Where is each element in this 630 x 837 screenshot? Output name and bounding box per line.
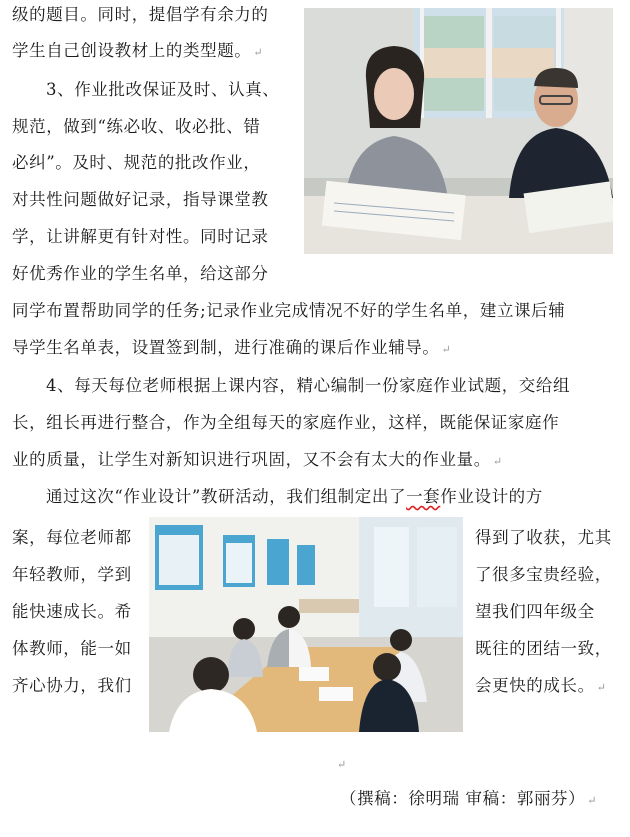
text-line: 齐心协力，我们 [12, 676, 132, 695]
text-line: 会更快的成长。 ↵ [475, 676, 607, 695]
text-line: 导学生名单表，设置签到制，进行准确的课后作业辅导。 ↵ [12, 338, 452, 357]
text-line: 必纠”。及时、规范的批改作业， [12, 153, 261, 172]
text-line: 长，组长再进行整合，作为全组每天的家庭作业，这样，既能保证家庭作 [12, 413, 560, 432]
text-line: 望我们四年级全 [475, 602, 595, 621]
paragraph-mark-icon: ↵ [587, 794, 598, 807]
text-line: 通过这次“作业设计”教研活动，我们组制定出了一套作业设计的方 [46, 487, 543, 506]
paragraph-mark-icon: ↵ [253, 46, 264, 59]
paragraph-mark-icon: ↵ [337, 758, 347, 771]
text-line: 同学布置帮助同学的任务;记录作业完成情况不好的学生名单，建立课后辅 [12, 301, 566, 320]
photo-teachers-grading-image [304, 8, 613, 254]
paragraph-mark-icon: ↵ [441, 343, 452, 356]
text-line: 能快速成长。希 [12, 602, 132, 621]
text-line: 得到了收获，尤其 [475, 528, 612, 547]
text-line: 既往的团结一致， [475, 639, 612, 658]
paragraph-mark-icon: ↵ [596, 681, 607, 694]
text-line: 规范，做到“练必收、收必批、错 [12, 117, 261, 136]
text-line: 体教师，能一如 [12, 639, 132, 658]
photo-meeting-image [149, 517, 463, 732]
byline: （撰稿：徐明瑞 审稿：郭丽芬） ↵ [340, 789, 598, 808]
photo-teachers-grading [304, 8, 613, 254]
text-line: 级的题目。同时，提倡学有余力的 [12, 5, 269, 24]
text-line: 4、每天每位老师根据上课内容，精心编制一份家庭作业试题，交给组 [46, 376, 571, 395]
text-line: 好优秀作业的学生名单，给这部分 [12, 264, 269, 283]
text-line: 对共性问题做好记录，指导课堂教 [12, 190, 269, 209]
text-line: 学生自己创设教材上的类型题。 ↵ [12, 41, 264, 60]
text-line: 了很多宝贵经验， [475, 565, 612, 584]
text-line: 学，让讲解更有针对性。同时记录 [12, 227, 269, 246]
empty-paragraph [335, 753, 347, 775]
paragraph-mark-icon: ↵ [492, 455, 503, 468]
text-line: 3、作业批改保证及时、认真、 [46, 80, 280, 99]
spellcheck-underline: 一套 [406, 487, 441, 506]
text-line: 年轻教师，学到 [12, 565, 132, 584]
text-line: 案，每位老师都 [12, 528, 132, 547]
photo-meeting [149, 517, 463, 732]
text-line: 业的质量，让学生对新知识进行巩固，又不会有太大的作业量。 ↵ [12, 450, 503, 469]
